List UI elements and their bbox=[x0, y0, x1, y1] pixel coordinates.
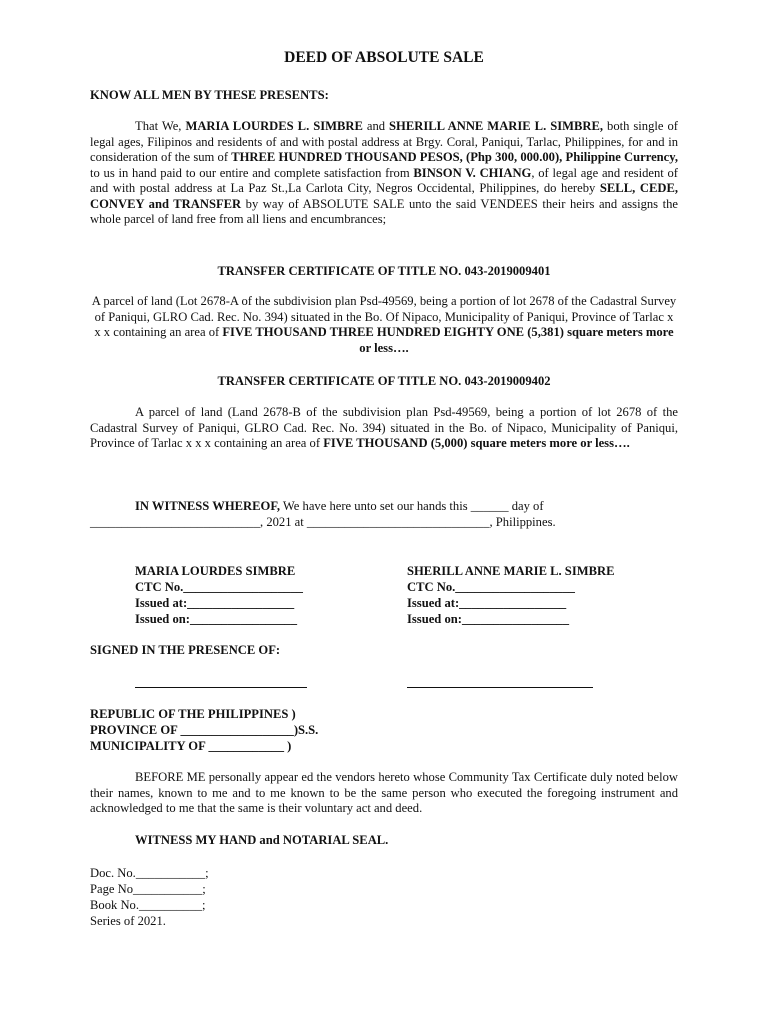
acknowledgment-paragraph: BEFORE ME personally appear ed the vendors hereto whose Community Tax Certificate duly noted below their names, known to me and to me known to be the same person who executed the foregoing instrument and acknowledged to me that the same is their voluntary act and deed. bbox=[90, 770, 678, 815]
intro-paragraph: That We, MARIA LOURDES L. SIMBRE and SHERILL ANNE MARIE L. SIMBRE, both single of legal ages, Filipinos and residents of and with postal address at Brgy. Coral, Paniqui, Tarlac, Philippines, for and in consideration of the sum of THREE HUNDRED THOUSAND PESOS, (Php 300, 000.00), Philippine Currency, to us in hand paid to our entire and complete satisfaction from BINSON V. CHIANG, of legal age and resident of and with postal address at La Paz St.,La Carlota City, Negros Occidental, Philippines, do hereby SELL, CEDE, CONVEY and TRANSFER by way of ABSOLUTE SALE unto the said VENDEES their heirs and assigns the whole parcel of land free from all liens and encumbrances; bbox=[90, 119, 679, 226]
vendor-1-name: MARIA LOURDES L. SIMBRE bbox=[185, 119, 363, 133]
signatory-2-name: SHERILL ANNE MARIE L. SIMBRE bbox=[407, 564, 615, 578]
signatory-1-ctc: CTC No.___________________ bbox=[135, 580, 303, 594]
signatory-block-1 bbox=[135, 563, 395, 627]
signed-presence-heading: SIGNED IN THE PRESENCE OF: bbox=[90, 643, 281, 657]
signatory-2-ctc: CTC No.___________________ bbox=[407, 580, 575, 594]
tct-2-area: FIVE THOUSAND (5,000) square meters more or less…. bbox=[323, 436, 630, 450]
sale-amount: THREE HUNDRED THOUSAND PESOS, (Php 300, 000.00), Philippine Currency, bbox=[231, 150, 679, 164]
page-no: Page No___________; bbox=[90, 882, 206, 896]
vendee-name: BINSON V. CHIANG bbox=[413, 165, 532, 180]
signatory-1-issued-on: Issued on:_________________ bbox=[135, 612, 297, 626]
signatory-2-issued-on: Issued on:_________________ bbox=[407, 612, 569, 626]
tct-1-heading: TRANSFER CERTIFICATE OF TITLE NO. 043-2019009401 bbox=[217, 264, 551, 278]
doc-no: Doc. No.___________; bbox=[90, 866, 209, 880]
witness-whereof-line-1: IN WITNESS WHEREOF, We have here unto set our hands this ______ day of bbox=[135, 499, 544, 513]
witness-signature-line-1 bbox=[135, 673, 307, 688]
notary-register bbox=[90, 865, 678, 929]
witness-signature-line-2 bbox=[407, 673, 593, 688]
signatory-2-issued-at: Issued at:_________________ bbox=[407, 596, 567, 610]
witness-whereof-line-2: ___________________________, 2021 at _____________________________, Philippines. bbox=[90, 515, 556, 529]
signatory-1-name: MARIA LOURDES SIMBRE bbox=[135, 564, 296, 578]
tct-1-description: A parcel of land (Lot 2678-A of the subdivision plan Psd-49569, being a portion of lot 2678 of the Cadastral Survey of Paniqui, GLRO Cad. Rec. No. 394) situated in the Bo. Of Nipaco, Municipality of Paniqui, Province of Tarlac x x x containing an area of FIVE THOUSAND THREE HUNDRED EIGHTY ONE (5,381) square meters more or less…. bbox=[91, 294, 677, 355]
document-title: DEED OF ABSOLUTE SALE bbox=[284, 49, 484, 66]
signatory-block-2 bbox=[407, 563, 667, 627]
tct-2-heading: TRANSFER CERTIFICATE OF TITLE NO. 043-2019009402 bbox=[217, 374, 551, 388]
know-all-men-heading: KNOW ALL MEN BY THESE PRESENTS: bbox=[90, 88, 329, 102]
tct-2-description: A parcel of land (Land 2678-B of the subdivision plan Psd-49569, being a portion of lot 2678 of the Cadastral Survey of Paniqui, GLRO Cad. Rec. No. 394) situated in the Bo. of Nipaco, Municipality of Paniqui, Province of Tarlac x x x containing an area of FIVE THOUSAND (5,000) square meters more or less…. bbox=[90, 405, 678, 450]
venue-province: PROVINCE OF __________________)S.S. bbox=[90, 723, 319, 737]
signatory-1-issued-at: Issued at:_________________ bbox=[135, 596, 295, 610]
venue-municipality: MUNICIPALITY OF ____________ ) bbox=[90, 739, 292, 753]
sell-clause: SELL, CEDE, CONVEY and TRANSFER bbox=[90, 181, 678, 211]
tct-1-area: FIVE THOUSAND THREE HUNDRED EIGHTY ONE (5,381) square meters more or less…. bbox=[222, 325, 674, 355]
book-no: Book No.__________; bbox=[90, 898, 206, 912]
venue-republic: REPUBLIC OF THE PHILIPPINES ) bbox=[90, 707, 296, 721]
venue-block bbox=[90, 706, 678, 754]
notarial-seal-line: WITNESS MY HAND and NOTARIAL SEAL. bbox=[135, 833, 389, 847]
vendor-2-name: SHERILL ANNE MARIE L. SIMBRE, bbox=[389, 119, 604, 133]
series-of: Series of 2021. bbox=[90, 914, 166, 928]
